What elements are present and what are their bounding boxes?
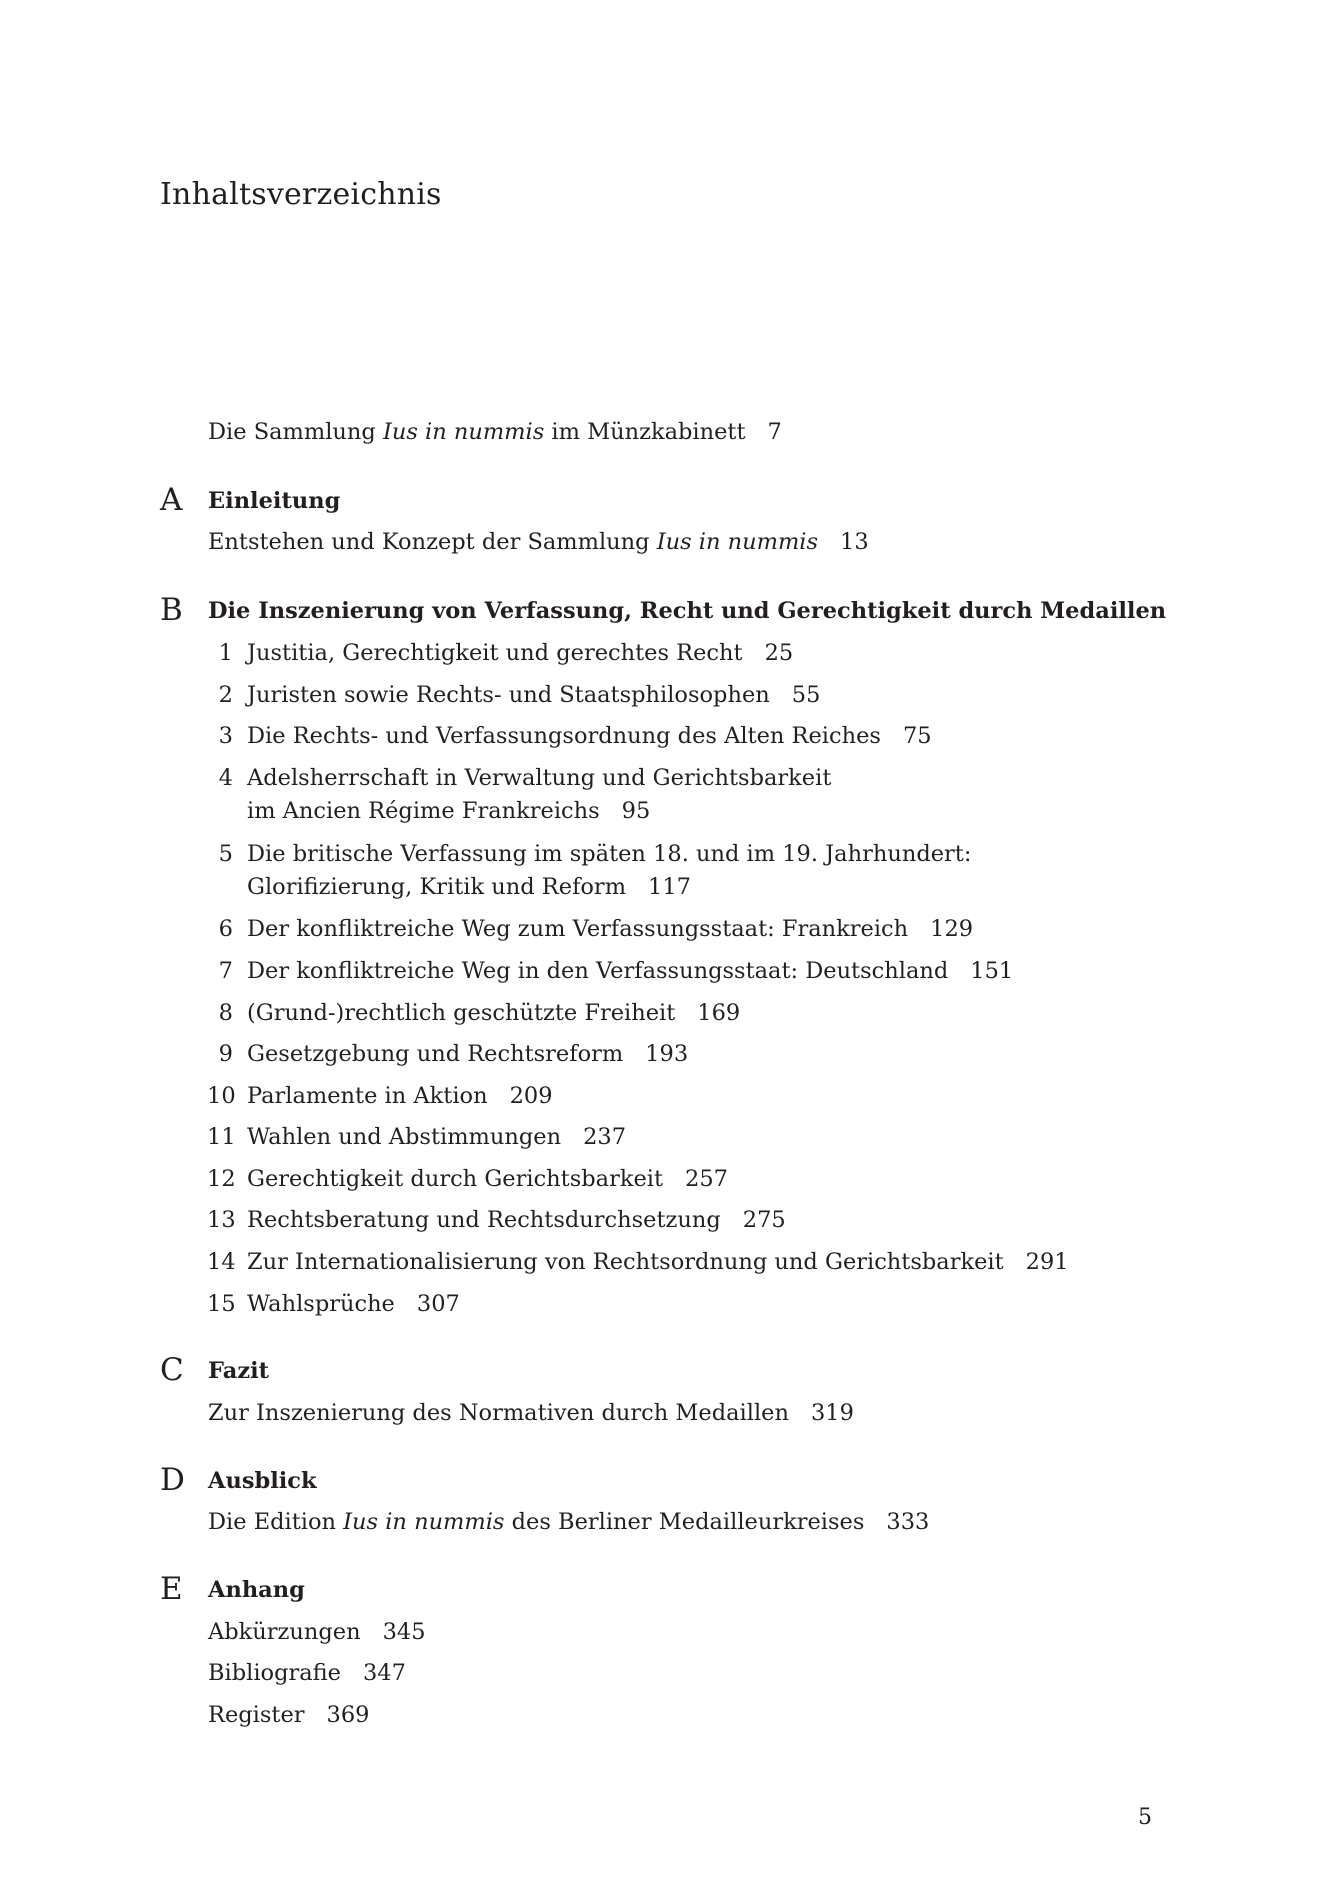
chapter-title: Gesetzgebung und Rechtsreform 193 <box>247 1041 689 1067</box>
section-letter-c: C <box>160 1352 184 1388</box>
chapter-title: Justitia, Gerechtigkeit und gerechtes Recht 25 <box>247 640 794 666</box>
chapter-number: 2 <box>218 682 233 708</box>
page-reference: 151 <box>970 958 1014 984</box>
page-reference: 193 <box>645 1041 689 1067</box>
section-heading-b[interactable]: Die Inszenierung von Verfassung, Recht und Gerechtigkeit durch Medaillen <box>208 598 1167 624</box>
page-reference: 7 <box>767 419 782 445</box>
chapter-title: Parlamente in Aktion 209 <box>247 1083 553 1109</box>
chapter-title: Der konfliktreiche Weg zum Verfassungsstaat: Frankreich 129 <box>247 916 974 942</box>
entry-title: Abkürzungen <box>208 1619 361 1645</box>
chapter-title: Die britische Verfassung im späten 18. und im 19. Jahrhundert: <box>247 841 972 867</box>
chapter-number: 8 <box>218 1000 233 1026</box>
page-reference: 95 <box>621 798 651 824</box>
section-letter-b: B <box>160 592 183 628</box>
page-reference: 275 <box>742 1207 786 1233</box>
page-reference: 307 <box>416 1291 460 1317</box>
toc-entry[interactable] <box>208 1656 406 1690</box>
section-heading-c[interactable]: Fazit <box>208 1358 270 1384</box>
page-reference: 291 <box>1025 1249 1069 1275</box>
chapter-title: Adelsherrschaft in Verwaltung und Gerichtsbarkeit <box>247 765 832 791</box>
chapter-title: Gerechtigkeit durch Gerichtsbarkeit 257 <box>247 1166 728 1192</box>
page-reference: 117 <box>648 874 691 900</box>
section-heading-e[interactable]: Anhang <box>208 1577 305 1603</box>
section-heading-a[interactable]: Einleitung <box>208 488 341 514</box>
toc-entry[interactable] <box>208 1505 929 1539</box>
page-reference: 319 <box>810 1400 854 1426</box>
chapter-number: 6 <box>218 916 233 942</box>
page-reference: 347 <box>362 1660 406 1686</box>
page-reference: 75 <box>902 723 932 749</box>
page-reference: 237 <box>583 1124 627 1150</box>
toc-intro-entry[interactable] <box>208 415 782 449</box>
page-reference: 333 <box>886 1509 930 1535</box>
page-reference: 169 <box>697 1000 741 1026</box>
entry-title: Die Edition Ius in nummis des Berliner Medailleurkreises <box>208 1509 865 1535</box>
page-number: 5 <box>1138 1805 1152 1830</box>
chapter-number: 11 <box>207 1124 236 1150</box>
chapter-number: 3 <box>218 723 233 749</box>
section-letter-d: D <box>160 1462 185 1498</box>
chapter-number: 7 <box>218 958 233 984</box>
section-letter-a: A <box>160 482 183 518</box>
chapter-title-continued: im Ancien Régime Frankreichs 95 <box>247 798 651 824</box>
chapter-number: 13 <box>207 1207 236 1233</box>
entry-title: Register <box>208 1702 305 1728</box>
page-reference: 209 <box>509 1083 553 1109</box>
chapter-title: Wahlen und Abstimmungen 237 <box>247 1124 627 1150</box>
page-title: Inhaltsverzeichnis <box>160 177 442 212</box>
toc-entry[interactable] <box>208 1615 426 1649</box>
chapter-number: 5 <box>218 841 233 867</box>
chapter-title: Zur Internationalisierung von Rechtsordnung und Gerichtsbarkeit 291 <box>247 1249 1069 1275</box>
chapter-number: 12 <box>207 1166 236 1192</box>
toc-entry[interactable] <box>208 1396 854 1430</box>
chapter-title: Rechtsberatung und Rechtsdurchsetzung 275 <box>247 1207 786 1233</box>
page-reference: 369 <box>326 1702 370 1728</box>
chapter-number: 15 <box>207 1291 236 1317</box>
section-heading-d[interactable]: Ausblick <box>208 1468 317 1494</box>
page-reference: 25 <box>764 640 794 666</box>
chapter-number: 14 <box>207 1249 236 1275</box>
section-letter-e: E <box>160 1571 183 1607</box>
page-reference: 257 <box>685 1166 728 1192</box>
chapter-title: Der konfliktreiche Weg in den Verfassungsstaat: Deutschland 151 <box>247 958 1014 984</box>
entry-title: Zur Inszenierung des Normativen durch Medaillen <box>208 1400 789 1426</box>
chapter-number: 4 <box>218 765 233 791</box>
page-reference: 345 <box>382 1619 426 1645</box>
toc-entry[interactable] <box>208 1698 369 1732</box>
chapter-title: Wahlsprüche 307 <box>247 1291 460 1317</box>
entry-title: Die Sammlung Ius in nummis im Münzkabinett <box>208 419 746 445</box>
page-reference: 55 <box>791 682 821 708</box>
chapter-number: 9 <box>218 1041 233 1067</box>
chapter-number: 10 <box>207 1083 236 1109</box>
entry-title: Entstehen und Konzept der Sammlung Ius in nummis <box>208 529 819 555</box>
toc-entry[interactable] <box>208 525 869 559</box>
page-reference: 129 <box>930 916 974 942</box>
chapter-title: Die Rechts- und Verfassungsordnung des Alten Reiches 75 <box>247 723 932 749</box>
chapter-title: Juristen sowie Rechts- und Staatsphilosophen 55 <box>247 682 821 708</box>
chapter-title: (Grund-)rechtlich geschützte Freiheit 169 <box>247 1000 741 1026</box>
chapter-number: 1 <box>218 640 233 666</box>
chapter-title-continued: Glorifizierung, Kritik und Reform 117 <box>247 874 691 900</box>
entry-title: Bibliografie <box>208 1660 341 1686</box>
page-reference: 13 <box>840 529 869 555</box>
